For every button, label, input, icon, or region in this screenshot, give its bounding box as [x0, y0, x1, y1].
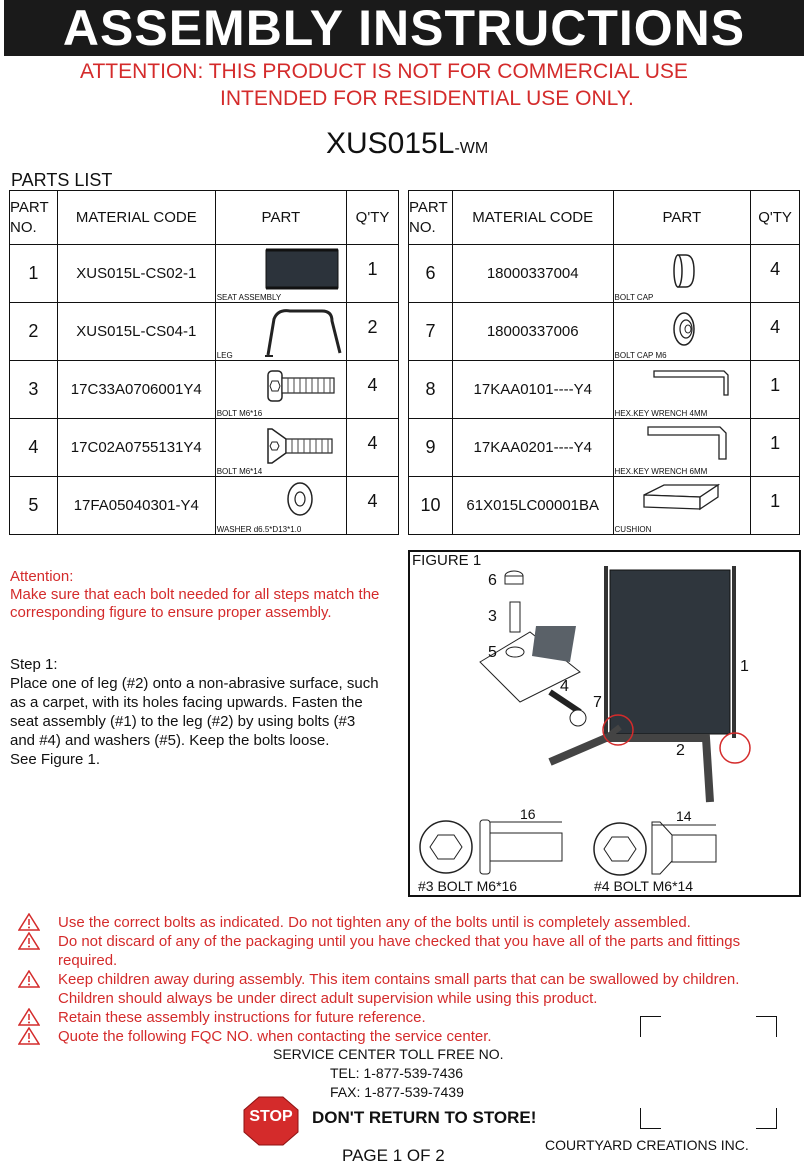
material-code: 17FA05040301-Y4 [57, 477, 215, 535]
header-part-no: PART NO. [409, 191, 453, 245]
table-row [10, 245, 399, 303]
warning-icon [18, 913, 40, 931]
part-caption: HEX.KEY WRENCH 6MM [614, 467, 708, 476]
warning-item [58, 932, 740, 951]
step1-line: as a carpet, with its holes facing upwards. Fasten the [10, 694, 363, 711]
part-cell [613, 303, 751, 361]
warning-item [58, 913, 691, 932]
material-code: 61X015LC00001BA [452, 477, 613, 535]
warning-item [58, 1027, 492, 1046]
part-cell [613, 361, 751, 419]
part-qty: 4 [347, 361, 399, 419]
part-no: 10 [409, 477, 453, 535]
warning-text: Use the correct bolts as indicated. Do not tighten any of the bolts until is completely assembled. [58, 914, 691, 931]
service-fax: FAX: 1-877-539-7439 [330, 1084, 464, 1100]
part-caption: SEAT ASSEMBLY [216, 293, 282, 302]
part-cell [613, 477, 751, 535]
part-caption: HEX.KEY WRENCH 4MM [614, 409, 708, 418]
warning-icon [18, 1008, 40, 1026]
attention-line-2: INTENDED FOR RESIDENTIAL USE ONLY. [220, 87, 634, 110]
header-material-code: MATERIAL CODE [452, 191, 613, 245]
table-row [10, 419, 399, 477]
part-caption: LEG [216, 351, 233, 360]
figure-title: FIGURE 1 [412, 552, 482, 569]
part-qty: 1 [751, 419, 800, 477]
part-no: 7 [409, 303, 453, 361]
attention-line-1: ATTENTION: THIS PRODUCT IS NOT FOR COMMERCIAL USE [80, 60, 688, 83]
bolt3-caption: #3 BOLT M6*16 [418, 878, 518, 894]
fqc-box-corner [640, 1108, 661, 1129]
warning-cont: Children should always be under direct adult supervision while using this product. [58, 990, 598, 1007]
part-qty: 4 [751, 245, 800, 303]
service-title: SERVICE CENTER TOLL FREE NO. [273, 1046, 504, 1062]
parts-table-left [9, 190, 399, 535]
model-code: XUS015L-WM [326, 127, 489, 160]
warning-text: Keep children away during assembly. This item contains small parts that can be swallowed by children. [58, 971, 740, 988]
part-no: 3 [10, 361, 58, 419]
part-caption: BOLT CAP [614, 293, 654, 302]
fqc-box-corner [756, 1108, 777, 1129]
part-caption: WASHER d6.5*D13*1.0 [216, 525, 302, 534]
header-part: PART [215, 191, 346, 245]
callout-2: 2 [676, 742, 685, 759]
warning-item [58, 970, 739, 989]
warning-text: Quote the following FQC NO. when contacting the service center. [58, 1028, 492, 1045]
stop-sign-label: STOP [249, 1108, 293, 1125]
part-qty: 1 [347, 245, 399, 303]
part-qty: 1 [751, 477, 800, 535]
warning-item [58, 1008, 426, 1027]
part-cell [215, 303, 346, 361]
table-row [10, 477, 399, 535]
step1-line: See Figure 1. [10, 751, 101, 768]
callout-1: 1 [740, 658, 749, 675]
material-code: 17C02A0755131Y4 [57, 419, 215, 477]
attention-text-1: Make sure that each bolt needed for all steps match the [10, 586, 380, 603]
warning-icon [18, 970, 40, 988]
header-material-code: MATERIAL CODE [57, 191, 215, 245]
table-row [409, 245, 800, 303]
part-cell [613, 245, 751, 303]
part-qty: 4 [347, 419, 399, 477]
part-qty: 1 [751, 361, 800, 419]
part-caption: CUSHION [614, 525, 652, 534]
table-row [409, 303, 800, 361]
warning-icon [18, 1027, 40, 1045]
part-caption: BOLT M6*16 [216, 409, 263, 418]
table-row [10, 361, 399, 419]
part-qty: 2 [347, 303, 399, 361]
part-no: 1 [10, 245, 58, 303]
bolt4-caption: #4 BOLT M6*14 [594, 878, 694, 894]
callout-3: 3 [488, 608, 497, 625]
table-row [409, 361, 800, 419]
part-cell [215, 245, 346, 303]
part-cell [613, 419, 751, 477]
table-row [10, 303, 399, 361]
material-code: 18000337006 [452, 303, 613, 361]
step1-line: and #4) and washers (#5). Keep the bolts loose. [10, 732, 330, 749]
step1-label: Step 1: [10, 656, 58, 673]
warning-text: Retain these assembly instructions for future reference. [58, 1009, 426, 1026]
warning-text: Do not discard of any of the packaging until you have checked that you have all of the parts and fittings [58, 933, 741, 950]
part-cell [215, 361, 346, 419]
figure-1 [408, 550, 801, 897]
part-cell [215, 477, 346, 535]
warning-icon [18, 932, 40, 950]
material-code: XUS015L-CS02-1 [57, 245, 215, 303]
part-no: 4 [10, 419, 58, 477]
material-code: 17KAA0201----Y4 [452, 419, 613, 477]
material-code: 18000337004 [452, 245, 613, 303]
parts-table-right [408, 190, 800, 535]
material-code: 17KAA0101----Y4 [452, 361, 613, 419]
header-part: PART [613, 191, 751, 245]
company-name: COURTYARD CREATIONS INC. [545, 1137, 749, 1153]
part-qty: 4 [347, 477, 399, 535]
page-number: PAGE 1 OF 2 [342, 1146, 445, 1165]
part-qty: 4 [751, 303, 800, 361]
header-part-no: PART NO. [10, 191, 58, 245]
service-tel: TEL: 1-877-539-7436 [330, 1065, 464, 1081]
callout-7: 7 [593, 694, 602, 711]
header-qty: Q'TY [751, 191, 800, 245]
part-no: 9 [409, 419, 453, 477]
part-no: 2 [10, 303, 58, 361]
part-cell [215, 419, 346, 477]
callout-4: 4 [560, 678, 569, 695]
figure-1-illustration [410, 552, 799, 895]
dimension-14: 14 [676, 808, 692, 824]
part-caption: BOLT M6*14 [216, 467, 263, 476]
callout-5: 5 [488, 644, 497, 661]
step1-line: Place one of leg (#2) onto a non-abrasive surface, such [10, 675, 379, 692]
leg-icon [216, 303, 344, 361]
part-no: 6 [409, 245, 453, 303]
attention-label: Attention: [10, 568, 74, 585]
parts-list-title: PARTS LIST [11, 170, 113, 190]
fqc-box-corner [640, 1016, 661, 1037]
callout-6: 6 [488, 572, 497, 589]
part-no: 5 [10, 477, 58, 535]
page-title: ASSEMBLY INSTRUCTIONS [4, 0, 804, 56]
material-code: XUS015L-CS04-1 [57, 303, 215, 361]
table-row [409, 419, 800, 477]
warning-cont: required. [58, 952, 118, 969]
part-no: 8 [409, 361, 453, 419]
header-qty: Q'TY [347, 191, 399, 245]
dimension-16: 16 [520, 806, 536, 822]
attention-text-2: corresponding figure to ensure proper assembly. [10, 604, 332, 621]
table-row [409, 477, 800, 535]
fqc-box-corner [756, 1016, 777, 1037]
material-code: 17C33A0706001Y4 [57, 361, 215, 419]
part-caption: BOLT CAP M6 [614, 351, 667, 360]
step1-line: seat assembly (#1) to the leg (#2) by using bolts (#3 [10, 713, 356, 730]
dont-return-message: DON'T RETURN TO STORE! [312, 1108, 537, 1127]
